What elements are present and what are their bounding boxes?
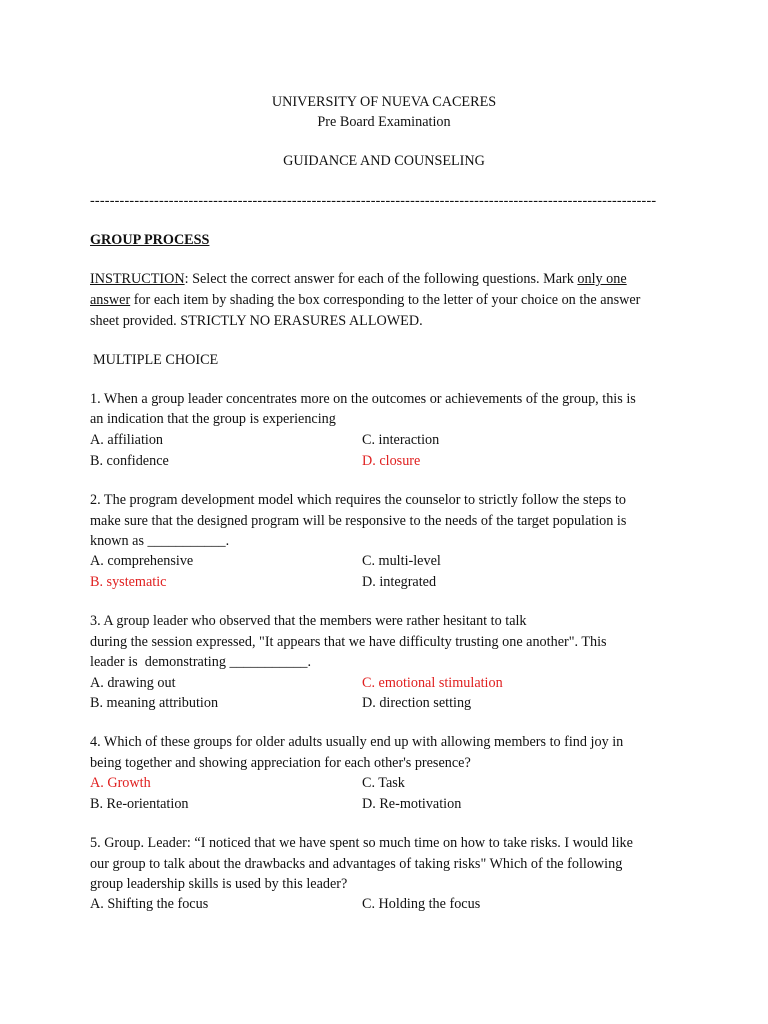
instruction-line-2 <box>90 290 640 310</box>
question-text: 1. When a group leader concentrates more on the outcomes or achievements of the group, this is <box>90 391 636 407</box>
option-d: D. direction setting <box>362 695 472 711</box>
option-d: D. integrated <box>362 574 437 590</box>
question-text: 5. Group. Leader: “I noticed that we have spent so much time on how to take risks. I would like <box>90 835 633 851</box>
option-a: A. comprehensive <box>90 553 194 569</box>
option-d: D. Re-motivation <box>362 796 462 812</box>
separator-line: ------------------------------------------------------------------------------------------------------------------- <box>90 193 657 209</box>
option-c: C. multi-level <box>362 553 441 569</box>
question-text: 4. Which of these groups for older adults usually end up with allowing members to find joy in <box>90 734 624 750</box>
option-b: B. meaning attribution <box>90 695 219 711</box>
question-text: known as ___________. <box>90 533 230 549</box>
option-c: C. Task <box>362 775 405 791</box>
exam-title: Pre Board Examination <box>317 114 451 130</box>
instruction-text-2: for each item by shading the box corresponding to the letter of your choice on the answer <box>130 292 641 308</box>
instruction-line-3: sheet provided. STRICTLY NO ERASURES ALLOWED. <box>90 313 423 329</box>
question-text: an indication that the group is experiencing <box>90 411 336 427</box>
section-title: GROUP PROCESS <box>90 232 210 248</box>
option-a: A. drawing out <box>90 675 176 691</box>
option-b: B. Re-orientation <box>90 796 189 812</box>
option-c: C. Holding the focus <box>362 896 481 912</box>
instruction-emphasis-1: only one <box>577 271 627 287</box>
option-a: A. affiliation <box>90 432 164 448</box>
instruction-emphasis-2: answer <box>90 292 131 308</box>
subject-title: GUIDANCE AND COUNSELING <box>283 153 485 169</box>
multiple-choice-label: MULTIPLE CHOICE <box>93 352 219 368</box>
option-b-correct: B. systematic <box>90 574 167 590</box>
instruction-line-1 <box>90 269 627 289</box>
question-text: our group to talk about the drawbacks and advantages of taking risks" Which of the following <box>90 856 623 872</box>
option-c: C. interaction <box>362 432 440 448</box>
option-c-correct: C. emotional stimulation <box>362 675 503 691</box>
option-a: A. Shifting the focus <box>90 896 209 912</box>
instruction-text-1: : Select the correct answer for each of the following questions. Mark <box>184 271 578 287</box>
question-text: leader is demonstrating ___________. <box>90 654 312 670</box>
question-text: 3. A group leader who observed that the members were rather hesitant to talk <box>90 613 527 629</box>
option-a-correct: A. Growth <box>90 775 151 791</box>
question-text: being together and showing appreciation for each other's presence? <box>90 755 471 771</box>
question-text: 2. The program development model which requires the counselor to strictly follow the steps to <box>90 492 626 508</box>
instruction-label: INSTRUCTION <box>90 271 185 287</box>
university-title: UNIVERSITY OF NUEVA CACERES <box>271 94 497 110</box>
option-d-correct: D. closure <box>362 453 421 469</box>
question-text: during the session expressed, "It appears that we have difficulty trusting one another". This <box>90 634 607 650</box>
question-text: group leadership skills is used by this leader? <box>90 876 348 892</box>
option-b: B. confidence <box>90 453 169 469</box>
question-text: make sure that the designed program will be responsive to the needs of the target population is <box>90 513 627 529</box>
